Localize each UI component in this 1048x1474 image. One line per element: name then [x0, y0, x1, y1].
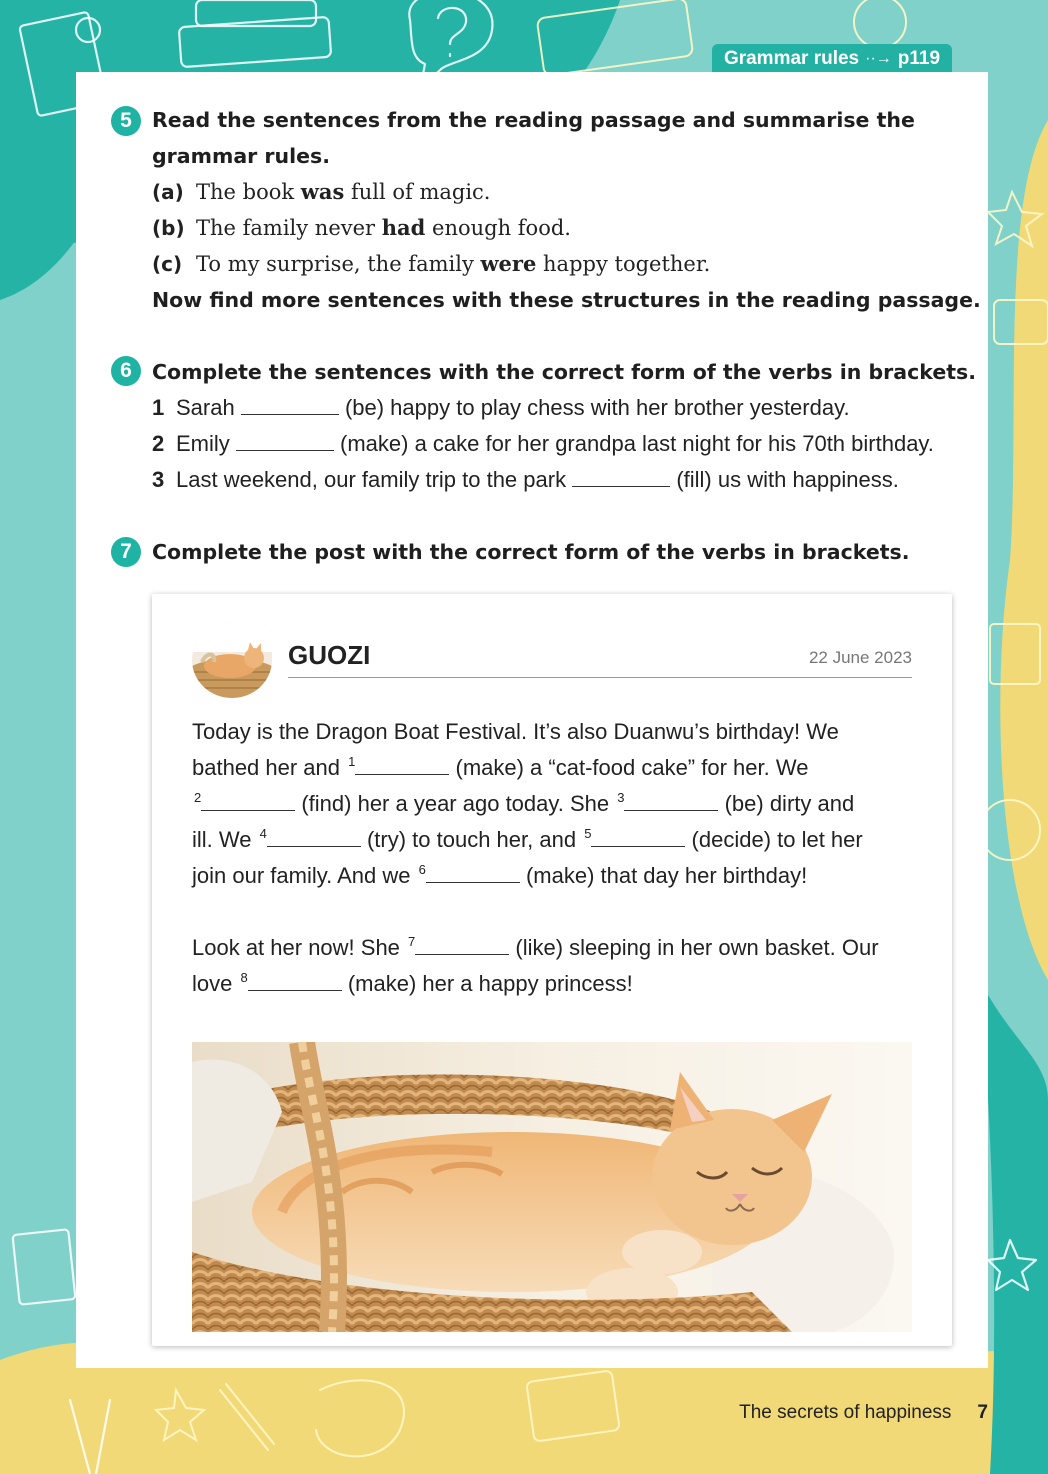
item-number: 1 [152, 395, 165, 420]
post-text: (decide) to let her [685, 827, 863, 852]
exercise6-instruction: Complete the sentences with the correct form of the verbs in brackets. [152, 360, 977, 384]
item-label: (a) [152, 180, 184, 204]
blank-number: 4 [259, 826, 267, 841]
answer-blank[interactable] [201, 788, 295, 811]
grammar-rules-tab[interactable] [712, 44, 952, 74]
post-text: (try) to touch her, and [360, 827, 583, 852]
post-username[interactable]: GUOZI [288, 640, 371, 670]
item-label: (c) [152, 252, 183, 276]
post-text: (make) her a happy princess! [341, 971, 633, 996]
exercise7-instruction: Complete the post with the correct form of the verbs in brackets. [152, 540, 910, 564]
answer-blank[interactable] [267, 824, 361, 847]
item-text: The family never [196, 216, 382, 240]
blank-number: 7 [408, 934, 416, 949]
blank-number: 3 [617, 790, 625, 805]
post-line-2 [192, 750, 808, 786]
item-text: The book [196, 180, 301, 204]
post-text: (be) dirty and [718, 791, 855, 816]
grammar-rules-label: Grammar rules [723, 48, 860, 69]
cat-avatar-image [192, 622, 272, 698]
item-number: 2 [152, 431, 165, 456]
exercise6-item-2 [152, 426, 934, 462]
item-text: (make) a cake for her grandpa last night for his 70th birthday. [333, 431, 934, 456]
post-line-4 [192, 822, 863, 858]
post-line-5 [192, 858, 807, 894]
item-text: (fill) us with happiness. [670, 467, 899, 492]
exercise5-item-a [152, 174, 490, 210]
exercise5-instruction-line1: Read the sentences from the reading passage and summarise the [152, 108, 915, 132]
item-text: Last weekend, our family trip to the park [176, 467, 573, 492]
page-number: 7 [977, 1402, 988, 1423]
post-line-6 [192, 930, 879, 966]
item-bold-verb: was [300, 179, 345, 204]
post-text: (make) a “cat-food cake” for her. We [449, 755, 809, 780]
exercise-number-7: 7 [111, 537, 141, 567]
post-text: (find) her a year ago today. She [295, 791, 616, 816]
exercise5-item-c [152, 246, 710, 282]
post-text: Look at her now! She [192, 935, 407, 960]
post-line-3 [192, 786, 854, 822]
post-line-1 [192, 714, 839, 750]
grammar-rules-page: p119 [897, 48, 941, 69]
item-text: enough food. [425, 216, 571, 240]
post-text: ill. We [192, 827, 258, 852]
post-text: love [192, 971, 239, 996]
exercise-number-6: 6 [111, 356, 141, 386]
cat-in-basket-photo [192, 1042, 912, 1332]
exercise5-followup: Now find more sentences with these structures in the reading passage. [152, 288, 981, 312]
arrow-right-icon: ··→ [865, 50, 892, 67]
item-text: full of magic. [344, 180, 491, 204]
post-date: 22 June 2023 [808, 648, 912, 667]
blank-number: 5 [584, 826, 592, 841]
answer-blank[interactable] [241, 392, 339, 415]
exercise6-item-3 [152, 462, 899, 498]
post-text: join our family. And we [192, 863, 417, 888]
blank-number: 2 [194, 790, 202, 805]
post-text: (like) sleeping in her own basket. Our [509, 935, 879, 960]
answer-blank[interactable] [248, 968, 342, 991]
item-bold-verb: had [381, 215, 426, 240]
post-text: Today is the Dragon Boat Festival. It’s also Duanwu’s birthday! We [192, 719, 839, 744]
item-text: happy together. [536, 252, 711, 276]
item-bold-verb: were [480, 251, 537, 276]
exercise5-instruction-line2: grammar rules. [152, 144, 331, 168]
answer-blank[interactable] [624, 788, 718, 811]
answer-blank[interactable] [415, 932, 509, 955]
answer-blank[interactable] [572, 464, 670, 487]
item-text: (be) happy to play chess with her brother yesterday. [338, 395, 850, 420]
answer-blank[interactable] [355, 752, 449, 775]
item-label: (b) [152, 216, 185, 240]
item-text: Emily [176, 431, 236, 456]
exercise-number-5: 5 [111, 106, 141, 136]
item-number: 3 [152, 467, 165, 492]
answer-blank[interactable] [236, 428, 334, 451]
answer-blank[interactable] [591, 824, 685, 847]
exercise5-item-b [152, 210, 571, 246]
cat-photo-illustration [192, 1042, 912, 1332]
footer-title: The secrets of happiness [739, 1402, 952, 1423]
blank-number: 8 [240, 970, 248, 985]
page-footer [739, 1402, 988, 1424]
avatar [192, 622, 272, 698]
answer-blank[interactable] [426, 860, 520, 883]
item-text: Sarah [176, 395, 241, 420]
blank-number: 1 [348, 754, 356, 769]
post-text: bathed her and [192, 755, 347, 780]
post-line-7 [192, 966, 633, 1002]
item-text: To my surprise, the family [196, 252, 481, 276]
social-post [152, 594, 952, 1346]
post-text: (make) that day her birthday! [519, 863, 808, 888]
exercise6-item-1 [152, 390, 850, 426]
blank-number: 6 [418, 862, 426, 877]
post-divider [288, 677, 912, 678]
